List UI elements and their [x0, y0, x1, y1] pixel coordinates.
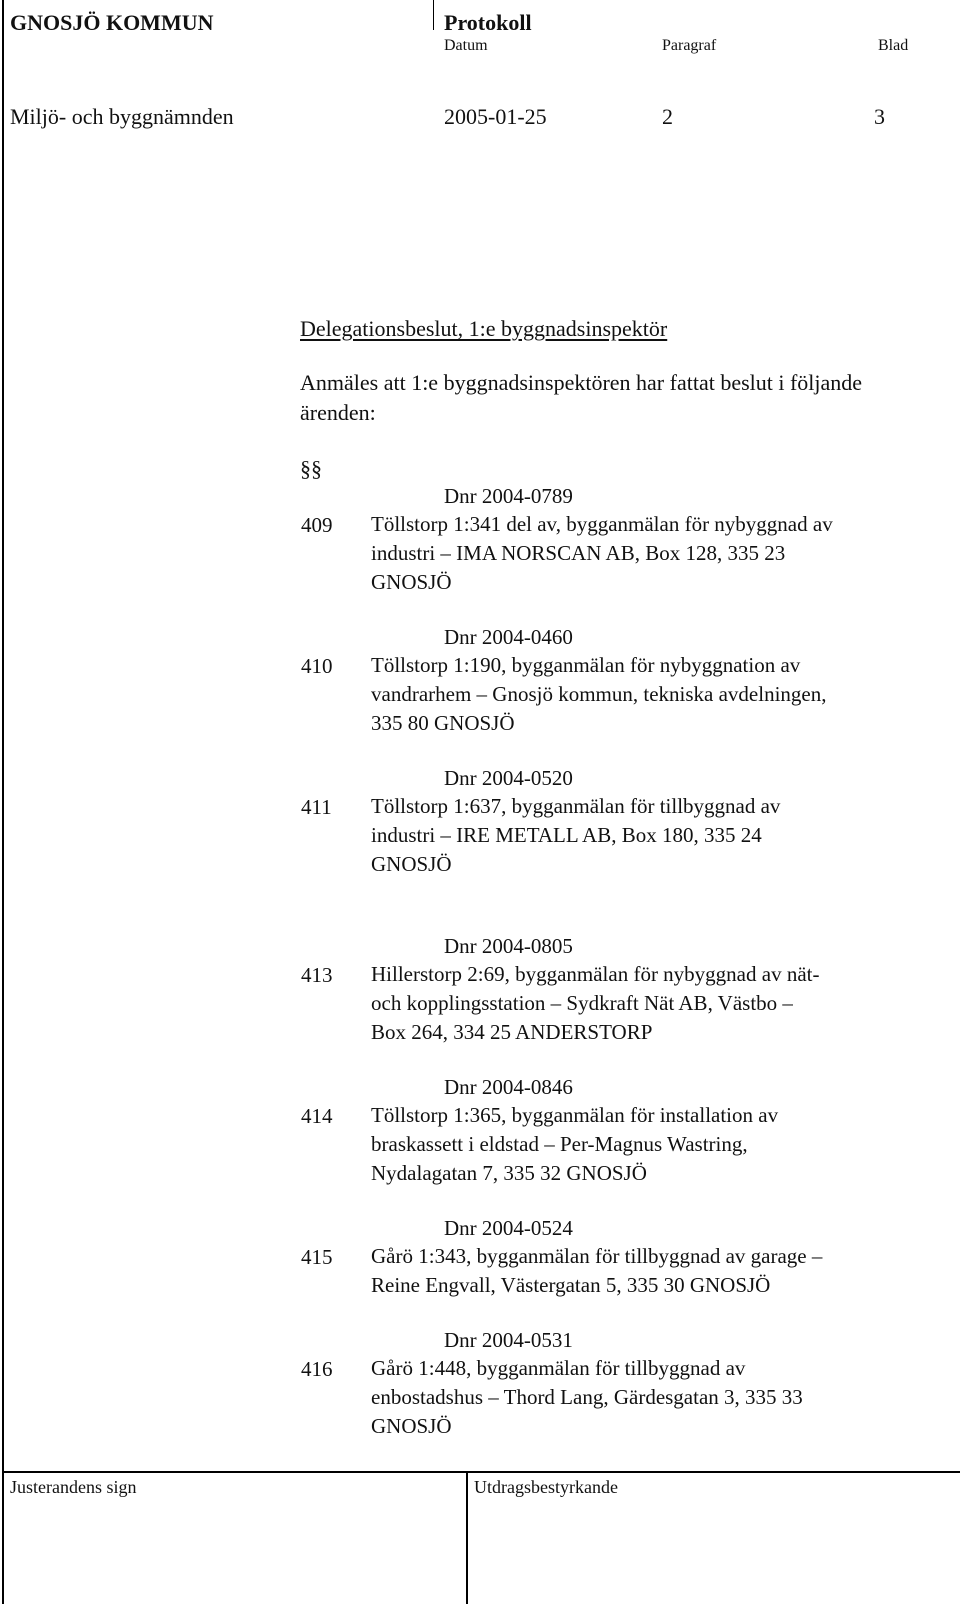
- case-number: 409: [301, 513, 333, 537]
- case-text-line: Gårö 1:343, bygganmälan för tillbyggnad av garage –: [371, 1244, 823, 1268]
- case-dnr: Dnr 2004-0846: [444, 1075, 573, 1099]
- case-number: 413: [301, 963, 333, 987]
- case-text-line: vandrarhem – Gnosjö kommun, tekniska avdelningen,: [371, 682, 827, 706]
- case-dnr: Dnr 2004-0460: [444, 625, 573, 649]
- left-margin-line: [2, 0, 4, 1604]
- sheet-number: 3: [874, 104, 885, 129]
- paragraph-number: 2: [662, 104, 673, 129]
- case-text-line: Reine Engvall, Västergatan 5, 335 30 GNOSJÖ: [371, 1273, 771, 1297]
- case-dnr: Dnr 2004-0789: [444, 484, 573, 508]
- case-text-line: GNOSJÖ: [371, 1414, 452, 1438]
- case-dnr: Dnr 2004-0524: [444, 1216, 573, 1240]
- case-dnr: Dnr 2004-0805: [444, 934, 573, 958]
- case-text-line: Gårö 1:448, bygganmälan för tillbyggnad av: [371, 1356, 746, 1380]
- case-text-line: Hillerstorp 2:69, bygganmälan för nybyggnad av nät-: [371, 962, 820, 986]
- case-text-line: Töllstorp 1:341 del av, bygganmälan för nybyggnad av: [371, 512, 833, 536]
- case-text-line: braskassett i eldstad – Per-Magnus Wastring,: [371, 1132, 748, 1156]
- col-label-paragraf: Paragraf: [662, 37, 717, 54]
- case-text-line: industri – IMA NORSCAN AB, Box 128, 335 23: [371, 541, 786, 565]
- case-dnr: Dnr 2004-0531: [444, 1328, 573, 1352]
- case-dnr: Dnr 2004-0520: [444, 766, 573, 790]
- case-text-line: industri – IRE METALL AB, Box 180, 335 24: [371, 823, 762, 847]
- case-text-line: GNOSJÖ: [371, 570, 452, 594]
- committee-name: Miljö- och byggnämnden: [10, 104, 234, 129]
- footer-certification-label: Utdragsbestyrkande: [474, 1477, 618, 1497]
- intro-line-1: Anmäles att 1:e byggnadsinspektören har fattat beslut i följande: [300, 370, 863, 395]
- meeting-date: 2005-01-25: [444, 104, 547, 129]
- section-title: Delegationsbeslut, 1:e byggnadsinspektör: [300, 316, 668, 341]
- footer-signature-label: Justerandens sign: [10, 1477, 137, 1497]
- case-text-line: 335 80 GNOSJÖ: [371, 711, 515, 735]
- footer-divider-line: [466, 1472, 468, 1604]
- case-number: 411: [301, 795, 332, 819]
- case-text-line: Töllstorp 1:190, bygganmälan för nybyggnation av: [371, 653, 801, 677]
- case-text-line: Töllstorp 1:365, bygganmälan för installation av: [371, 1103, 779, 1127]
- case-text-line: och kopplingsstation – Sydkraft Nät AB, Västbo –: [371, 991, 793, 1015]
- org-name: GNOSJÖ KOMMUN: [10, 10, 214, 35]
- case-text-line: Nydalagatan 7, 335 32 GNOSJÖ: [371, 1161, 647, 1185]
- col-label-blad: Blad: [878, 37, 909, 54]
- col-label-datum: Datum: [444, 37, 488, 54]
- case-number: 416: [301, 1357, 333, 1381]
- paragraph-symbol: §§: [300, 456, 322, 481]
- case-number: 415: [301, 1245, 333, 1269]
- case-number: 414: [301, 1104, 333, 1128]
- header-divider-line: [433, 0, 434, 30]
- intro-line-2: ärenden:: [300, 400, 376, 425]
- case-text-line: Box 264, 334 25 ANDERSTORP: [371, 1020, 653, 1044]
- doc-type: Protokoll: [444, 10, 532, 35]
- footer-top-line: [2, 1471, 960, 1473]
- case-text-line: GNOSJÖ: [371, 852, 452, 876]
- case-text-line: enbostadshus – Thord Lang, Gärdesgatan 3, 335 33: [371, 1385, 803, 1409]
- case-text-line: Töllstorp 1:637, bygganmälan för tillbyggnad av: [371, 794, 781, 818]
- case-number: 410: [301, 654, 333, 678]
